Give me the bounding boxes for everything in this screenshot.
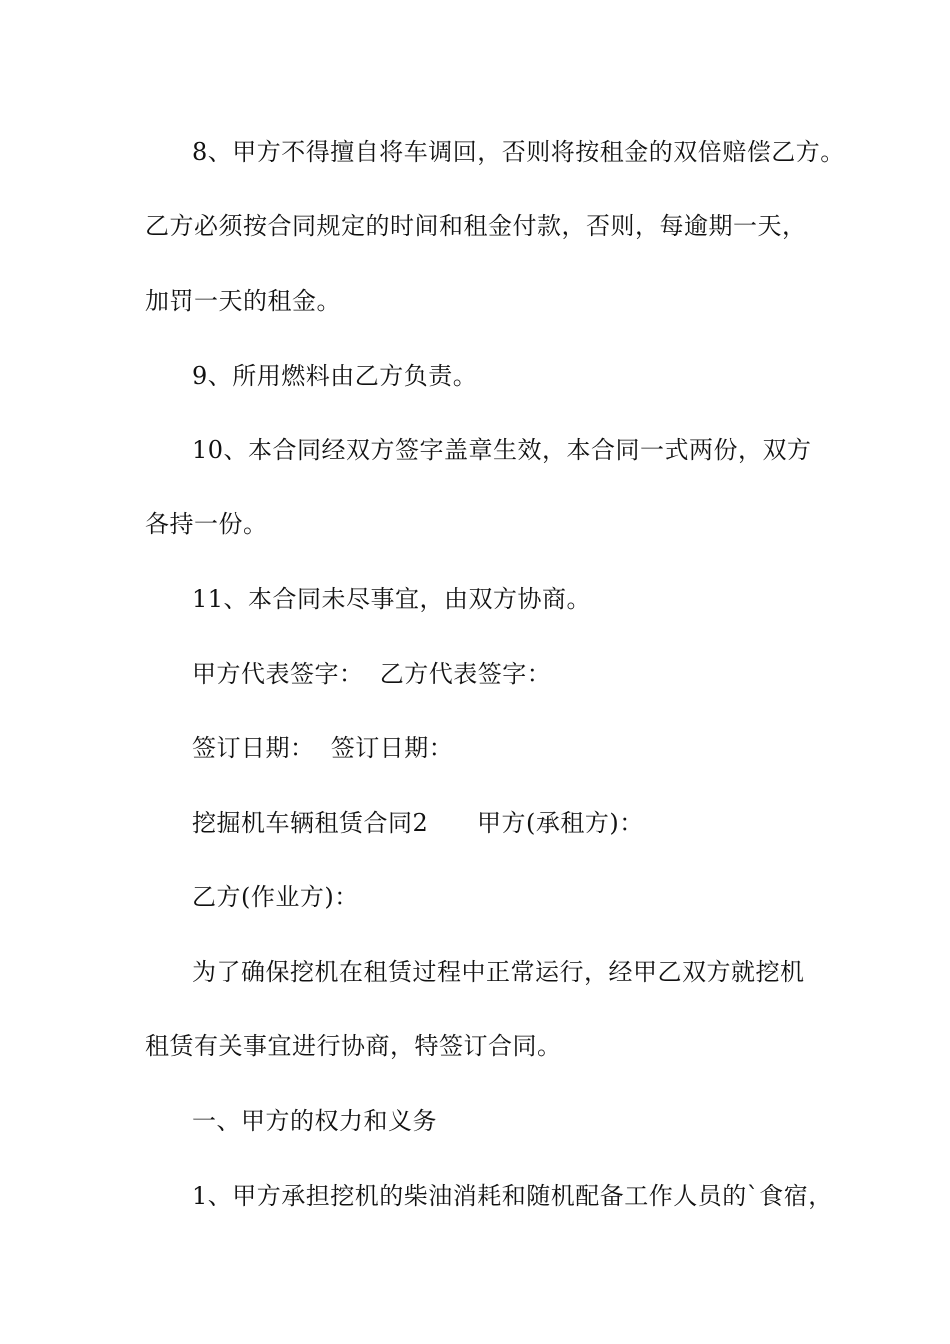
clause-8-line-2: 乙方必须按合同规定的时间和租金付款，否则，每逾期一天， <box>145 212 807 240</box>
date-line: 签订日期： 签订日期： <box>192 734 454 762</box>
contract-2-title: 挖掘机车辆租赁合同2 甲方(承租方)： <box>192 809 644 837</box>
party-b-line: 乙方(作业方)： <box>192 883 359 911</box>
section-heading: 一、甲方的权力和义务 <box>192 1107 437 1135</box>
clause-8-line-3: 加罚一天的租金。 <box>145 287 341 315</box>
signature-line: 甲方代表签字： 乙方代表签字： <box>192 660 552 688</box>
preamble-line-1: 为了确保挖机在租赁过程中正常运行，经甲乙双方就挖机 <box>192 958 805 986</box>
clause-10-line-2: 各持一份。 <box>145 510 268 538</box>
clause-9: 9、所用燃料由乙方负责。 <box>192 362 478 390</box>
clause-11: 11、本合同未尽事宜，由双方协商。 <box>192 585 592 613</box>
preamble-line-2: 租赁有关事宜进行协商，特签订合同。 <box>145 1032 562 1060</box>
section-1-clause-1: 1、甲方承担挖机的柴油消耗和随机配备工作人员的`食宿， <box>192 1182 833 1210</box>
clause-10-line-1: 10、本合同经双方签字盖章生效，本合同一式两份，双方 <box>192 436 812 464</box>
clause-8-line-1: 8、甲方不得擅自将车调回，否则将按租金的双倍赔偿乙方。 <box>192 138 845 166</box>
